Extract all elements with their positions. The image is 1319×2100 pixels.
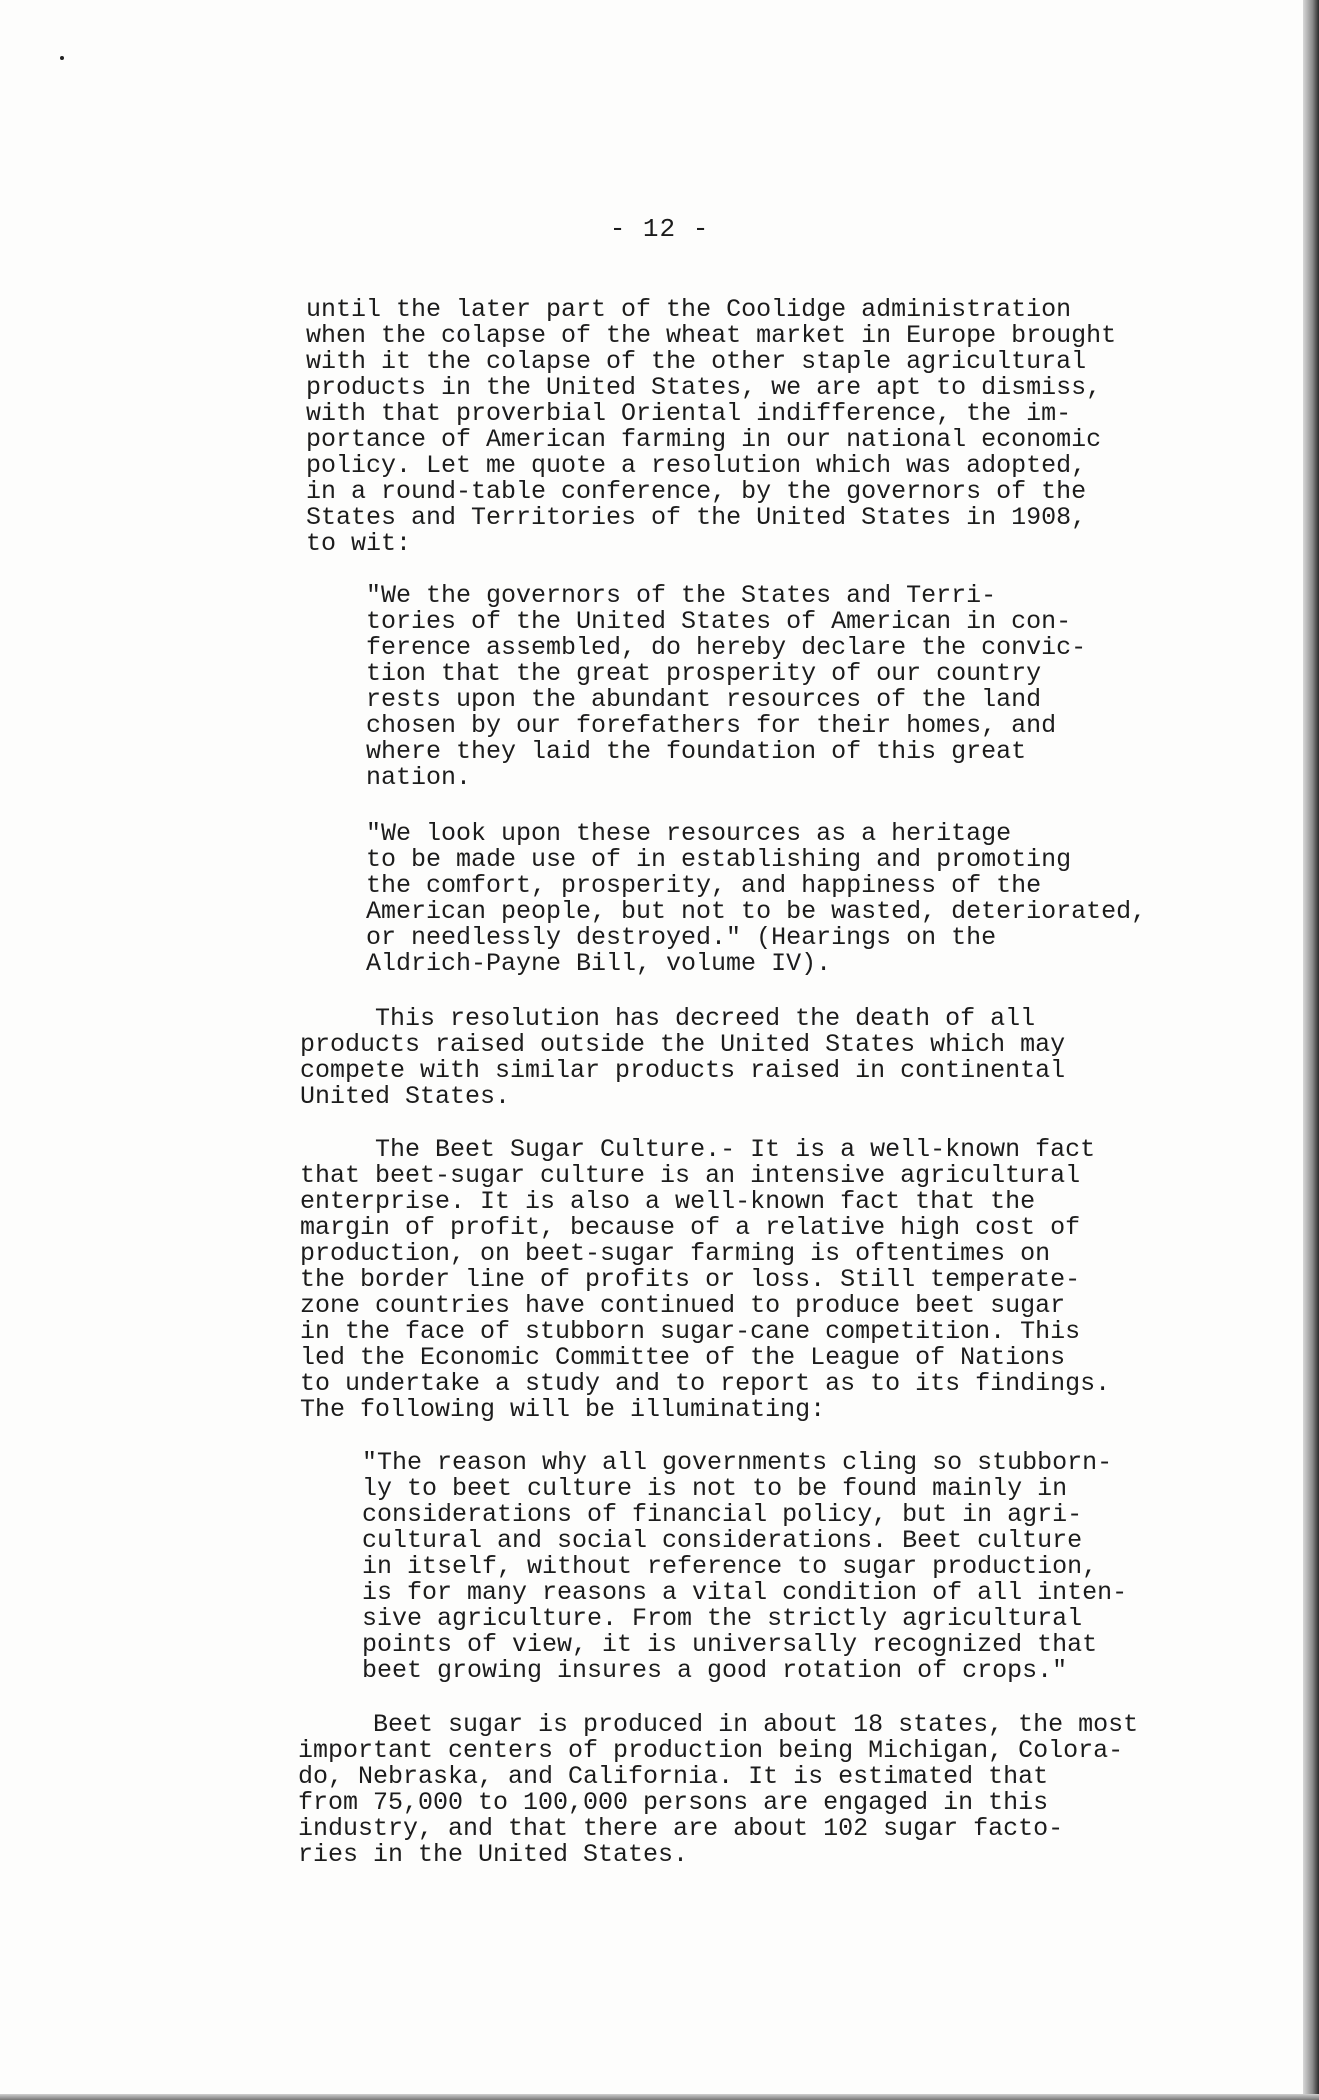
paragraph-beet-sugar-production: Beet sugar is produced in about 18 states, the most important centers of production being Michigan, Colora- do, Nebraska, and California. It is estimated that from 75,000 to 100,000 persons are engaged in this industry, and that there are about 102 sugar facto- ries in the United States. — [298, 1710, 1139, 1869]
quote-league-of-nations: "The reason why all governments cling so stubborn- ly to beet culture is not to be found mainly in considerations of financial policy, but in agri- cultural and social considerations. Beet culture in itself, without reference to sugar production, is for many reasons a vital condition of all inten- sive agriculture. From the strictly agricultural points of view, it is universally recognized that beet growing insures a good rotation of crops." — [362, 1448, 1128, 1685]
scan-edge-right — [1303, 0, 1319, 2100]
paragraph-beet-sugar-culture: The Beet Sugar Culture.- It is a well-known fact that beet-sugar culture is an intensive agricultural enterprise. It is also a well-known fact that the margin of profit, because of a relative high cost of production, on beet-sugar farming is oftentimes on the border line of profits or loss. Still temperate- zone countries have continued to produce beet sugar in the face of stubborn sugar-cane competition. This led the Economic Committee of the League of Nations to undertake a study and to report as to its findings. The following will be illuminating: — [300, 1135, 1111, 1424]
paragraph-intro: until the later part of the Coolidge administration when the colapse of the wheat market in Europe brought with it the colapse of the other staple agricultural products in the United States, we are apt to dismiss, with that proverbial Oriental indifference, the im- portance of American farming in our national economic policy. Let me quote a resolution which was adopted, in a round-table conference, by the governors of the States and Territories of the United States in 1908, to wit: — [306, 295, 1117, 558]
quote-governors-resolution: "We the governors of the States and Terri- tories of the United States of American in con- ference assembled, do hereby declare the convic- tion that the great prosperity of our country rests upon the abundant resources of the land chosen by our forefathers for their homes, and where they laid the foundation of this great nation. — [366, 581, 1087, 792]
scan-edge-bottom — [0, 2094, 1319, 2100]
paragraph-resolution-effect: This resolution has decreed the death of all products raised outside the United States which may compete with similar products raised in continental United States. — [300, 1004, 1066, 1111]
scan-speck — [60, 56, 64, 60]
page-number: - 12 - — [609, 214, 710, 244]
quote-heritage: "We look upon these resources as a heritage to be made use of in establishing and promoting the comfort, prosperity, and happiness of the American people, but not to be wasted, deteriorated, or needlessly destroyed." (Hearings on the Aldrich-Payne Bill, volume IV). — [366, 819, 1147, 978]
